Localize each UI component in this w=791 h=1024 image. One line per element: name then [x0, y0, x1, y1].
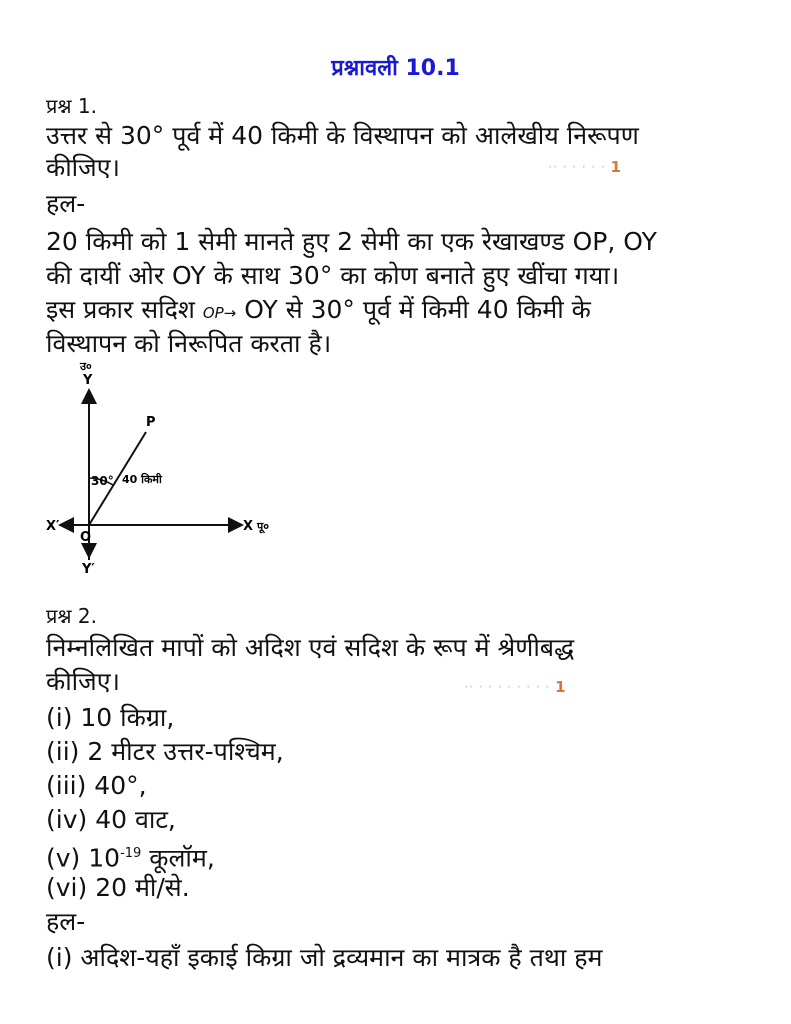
q2-item-1: (i) 10 किग्रा,: [46, 703, 175, 732]
x-prime-label: X′: [46, 519, 60, 534]
q2-question-line-2: कीजिए।: [46, 667, 121, 696]
y-label: Y: [83, 373, 93, 388]
watermark: ·· · · · · · 1: [548, 158, 621, 176]
q2-item-3: (iii) 40°,: [46, 771, 147, 800]
x-label: X: [243, 519, 254, 534]
q1-hal: हल-: [46, 189, 86, 218]
q2-item-4: (iv) 40 वाट,: [46, 805, 176, 834]
q1-question-line-1: उत्तर से 30° पूर्व में 40 किमी के विस्थापन को आलेखीय निरूपण: [46, 121, 639, 150]
p-label: P: [146, 415, 156, 430]
y-prime-label: Y′: [82, 562, 95, 575]
q2-hal: हल-: [46, 907, 86, 936]
q2-answer-line-1: (i) अदिश-यहाँ इकाई किग्रा जो द्रव्यमान का मात्रक है तथा हम: [46, 943, 603, 972]
distance-label: 40 किमी: [122, 473, 162, 486]
q2-item-6: (vi) 20 मी/से.: [46, 873, 190, 902]
north-label: उ०: [80, 360, 92, 373]
exponent: -19: [120, 846, 142, 861]
q2-item-2: (ii) 2 मीटर उत्तर-पश्चिम,: [46, 737, 284, 766]
origin-label: O: [80, 530, 92, 545]
q2-label: प्रश्न 2.: [46, 604, 97, 628]
east-label: पू०: [257, 520, 269, 533]
q1-answer-line-3: इस प्रकार सदिश OP→ OY से 30° पूर्व में किमी 40 किमी के: [46, 295, 591, 324]
q2-question-line-1: निम्नलिखित मापों को अदिश एवं सदिश के रूप में श्रेणीबद्ध: [46, 633, 575, 662]
q1-label: प्रश्न 1.: [46, 94, 97, 118]
displacement-diagram: [40, 360, 290, 575]
watermark: ·· · · · · · · · · 1: [464, 678, 566, 696]
vector-op: OP→: [202, 304, 237, 322]
q1-question-line-2: कीजिए।: [46, 153, 121, 182]
q1-answer-line-4: विस्थापन को निरूपित करता है।: [46, 329, 332, 358]
angle-label: 30°: [91, 474, 114, 488]
q1-answer-line-2: की दायीं ओर OY के साथ 30° का कोण बनाते हुए खींचा गया।: [46, 261, 620, 290]
page-title: प्रश्नावली 10.1: [331, 56, 460, 81]
q2-item-5: (v) $10^{-19}$ कूलॉम,: [46, 843, 215, 873]
q1-answer-line-1: 20 किमी को 1 सेमी मानते हुए 2 सेमी का एक रेखाखण्ड OP, OY: [46, 227, 657, 256]
